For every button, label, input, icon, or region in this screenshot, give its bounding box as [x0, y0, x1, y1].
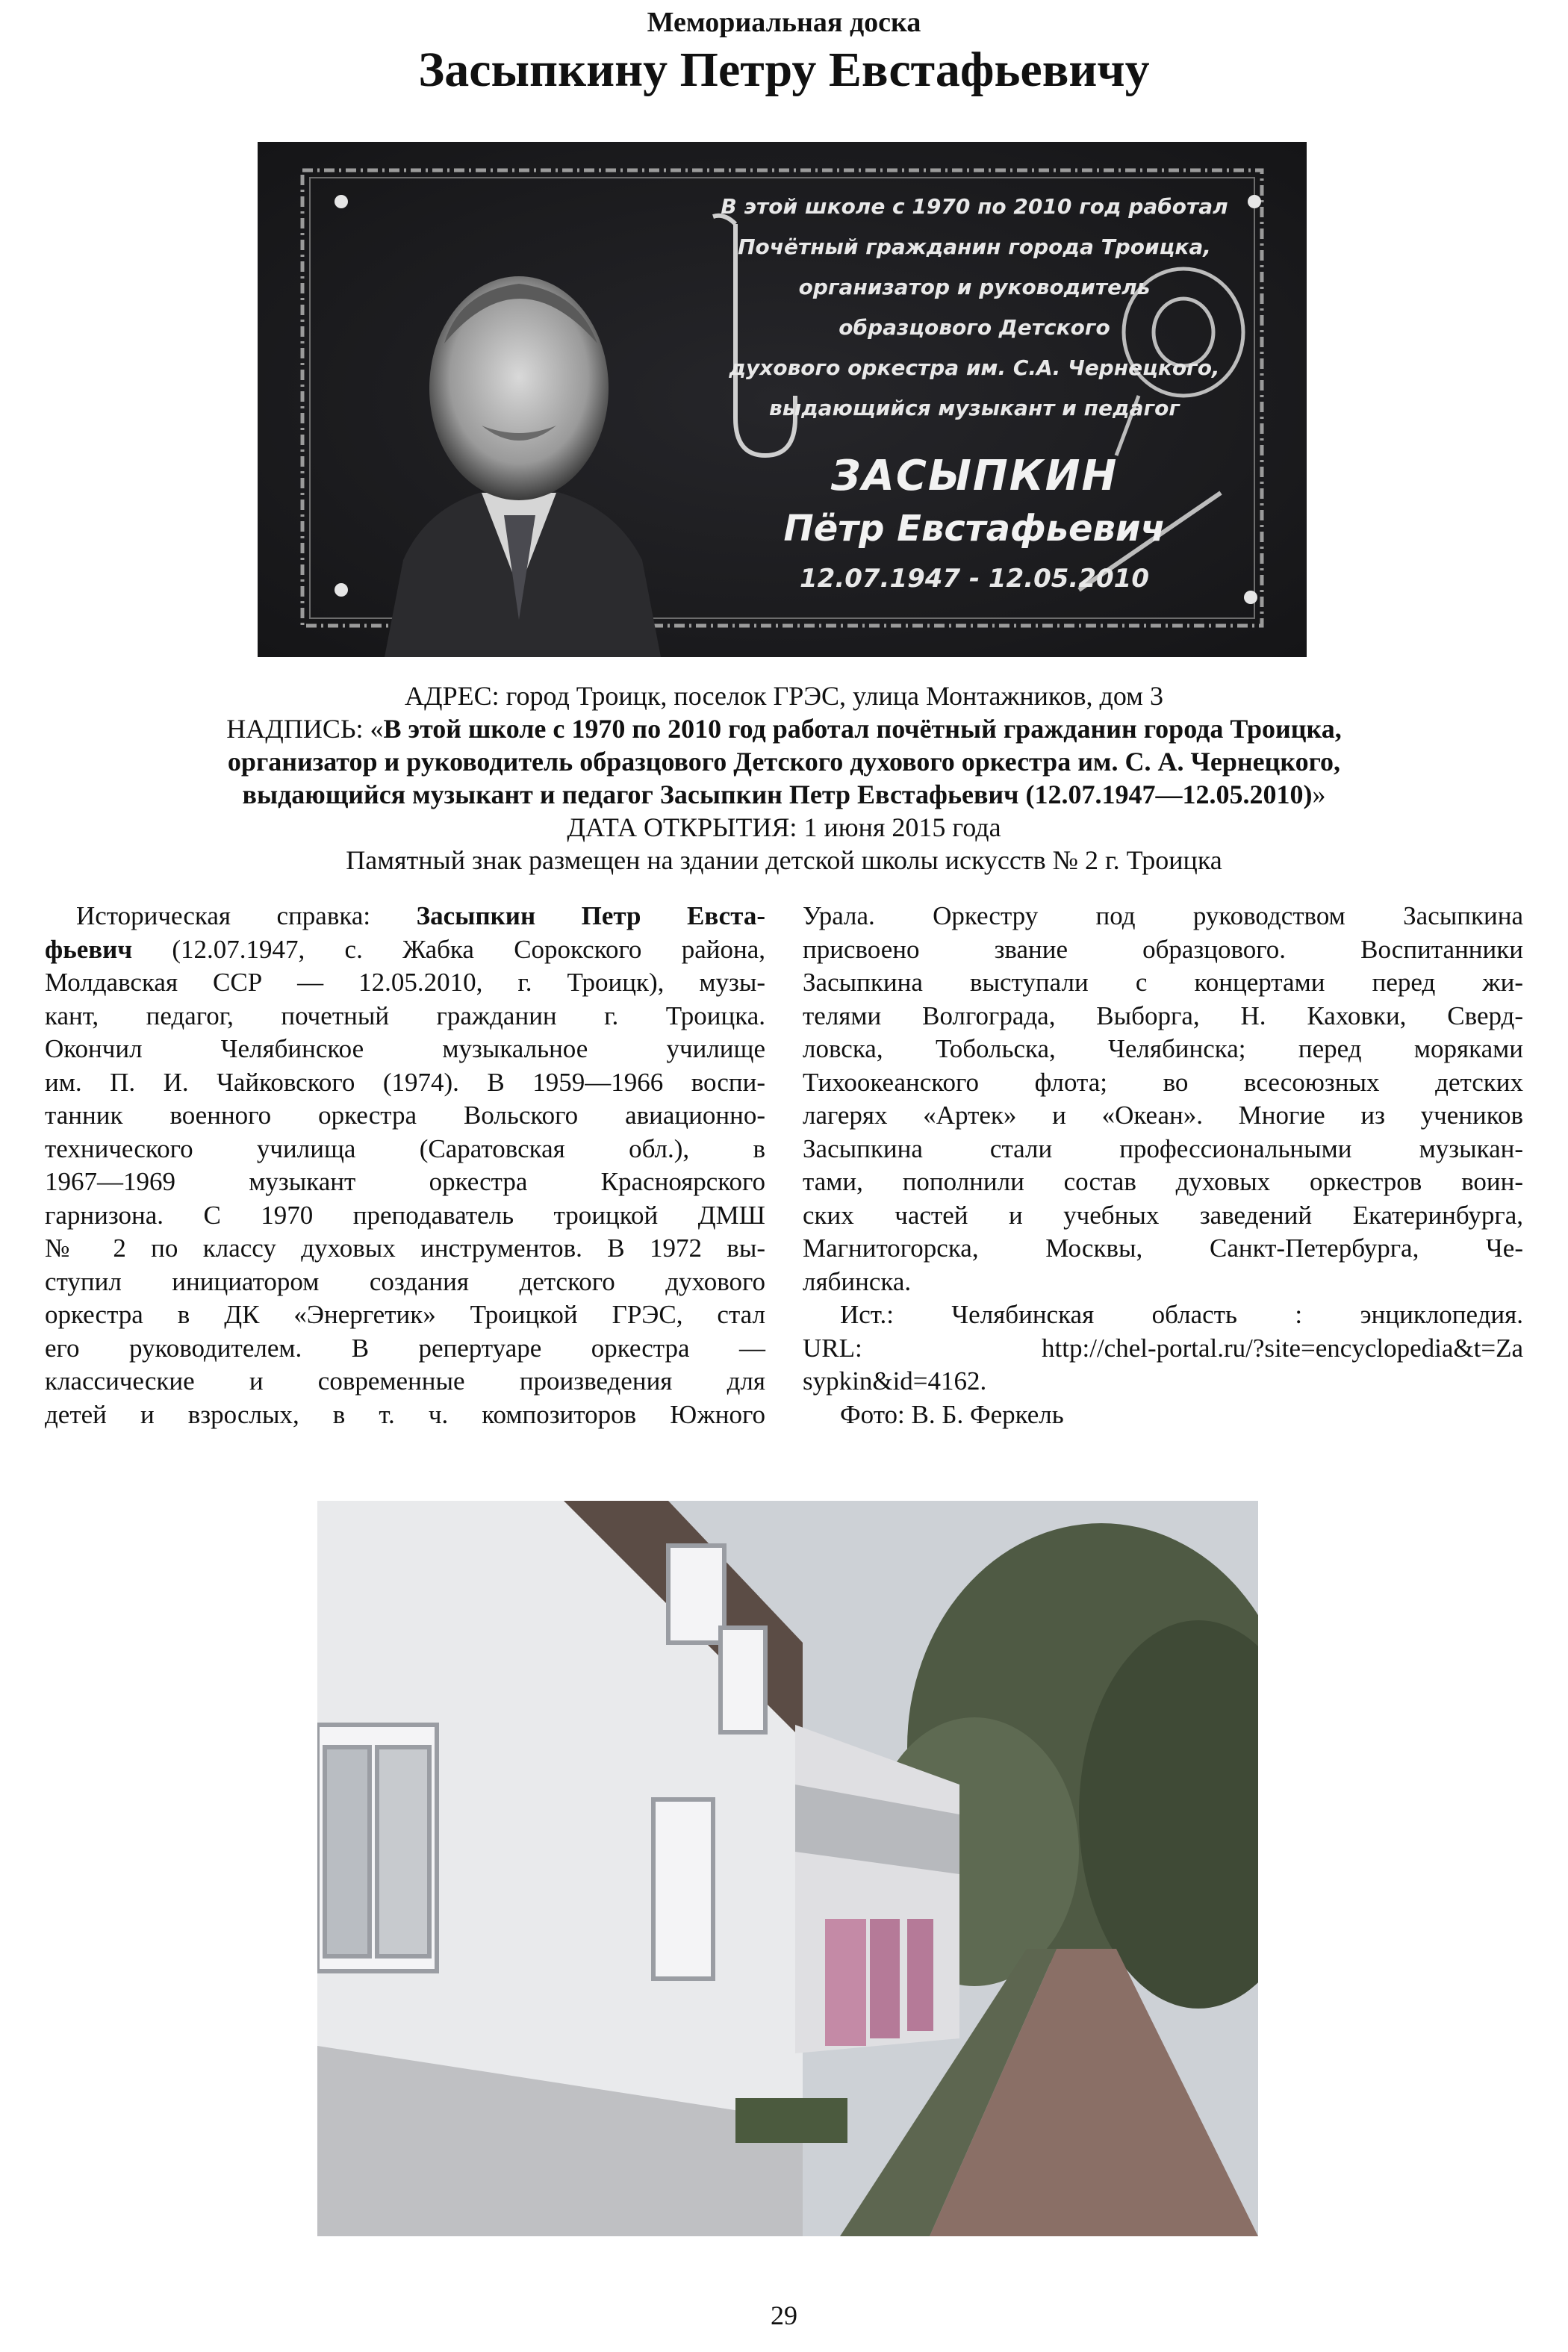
article-line: Засыпкина стали профессиональными музыкан-	[803, 1133, 1523, 1163]
address-value: город Троицк, поселок ГРЭС, улица Монтажников, дом 3	[505, 681, 1163, 711]
article-line: ступил инициатором создания детского духового	[45, 1266, 765, 1296]
source-line-3: sypkin&id=4162.	[803, 1366, 987, 1396]
plaque-line-1: В этой школе с 1970 по 2010 год работал	[721, 194, 1228, 219]
inscription-line-2	[45, 745, 1523, 778]
article-left-column	[45, 900, 765, 1431]
plaque-line-6: выдающийся музыкант и педагог	[769, 396, 1180, 420]
plaque-dates: 12.07.1947 - 12.05.2010	[800, 564, 1149, 594]
header-pretitle: Мемориальная доска	[647, 7, 921, 38]
address-label: АДРЕС:	[405, 681, 500, 711]
article-line	[45, 900, 765, 933]
inscription-line-1	[45, 712, 1523, 745]
placement-line: Памятный знак размещен на здании детской школы искусств № 2 г. Троицка	[346, 845, 1222, 875]
article-line: ских частей и учебных заведений Екатеринбурга,	[803, 1200, 1523, 1230]
article-line: гарнизона. С 1970 преподаватель троицкой ДМШ	[45, 1200, 765, 1230]
inscription-text-2: организатор и руководитель образцового Детского духового оркестра им. С. А. Чернецкого,	[227, 747, 1341, 777]
article-line: присвоено звание образцового. Воспитанники	[803, 934, 1523, 964]
inscription-close: »	[1312, 780, 1326, 809]
article-intro-label: Историческая справка:	[76, 901, 417, 930]
inscription-text-3: выдающийся музыкант и педагог Засыпкин Петр Евстафьевич (12.07.1947—12.05.2010)	[242, 780, 1313, 809]
article-line: телями Волгограда, Выборга, Н. Каховки, Сверд-	[803, 1001, 1523, 1030]
plaque-line-2: Почётный гражданин города Троицка,	[738, 234, 1211, 259]
article-line: оркестра в ДК «Энергетик» Троицкой ГРЭС, стал	[45, 1300, 765, 1329]
opening-date: 1 июня 2015 года	[803, 812, 1001, 842]
article-line: Засыпкина выступали с концертами перед жи-	[803, 968, 1523, 997]
article-line: детей и взрослых, в т. ч. композиторов Южного	[45, 1399, 765, 1429]
article-line: тами, пополнили состав духовых оркестров воин-	[803, 1167, 1523, 1196]
inscription-label: НАДПИСЬ: «	[226, 714, 384, 744]
article-line: Тихоокеанского флота; во всесоюзных детских	[803, 1067, 1523, 1097]
article-line: его руководителем. В репертуаре оркестра —	[45, 1333, 765, 1363]
memorial-plaque-image	[258, 142, 1307, 657]
article-line: технического училища (Саратовская обл.), в	[45, 1133, 765, 1163]
plaque-surname: ЗАСЫПКИН	[830, 452, 1119, 500]
page-number: 29	[771, 2300, 797, 2330]
inscription-line-3	[45, 778, 1523, 811]
article-line: Урала. Оркестру под руководством Засыпкина	[803, 901, 1523, 930]
article-name-bold: Засыпкин Петр Евста-	[416, 901, 765, 930]
article-line	[45, 933, 765, 967]
address-line	[45, 679, 1523, 712]
article-name-bold-cont: фьевич	[45, 934, 133, 964]
article-line: Молдавская ССР — 12.05.2010, г. Троицк), музы-	[45, 968, 765, 997]
article-line: ловска, Тобольска, Челябинска; перед моряками	[803, 1034, 1523, 1063]
opening-label: ДАТА ОТКРЫТИЯ:	[567, 812, 797, 842]
article-line: им. П. И. Чайковского (1974). В 1959—1966 воспи-	[45, 1067, 765, 1097]
article-text: (12.07.1947, с. Жабка Сорокского района,	[132, 934, 765, 964]
article-right-column	[803, 900, 1523, 1431]
photo-credit: Фото: В. Б. Феркель	[840, 1399, 1064, 1429]
source-line-2: URL: http://chel-portal.ru/?site=encyclopedia&t=Za	[803, 1333, 1523, 1363]
article-line: кант, педагог, почетный гражданин г. Троицка.	[45, 1001, 765, 1030]
article-line: № 2 по классу духовых инструментов. В 1972 вы-	[45, 1233, 765, 1263]
inscription-text-1: В этой школе с 1970 по 2010 год работал почётный гражданин города Троицка,	[383, 714, 1342, 744]
plaque-name: Пётр Евстафьевич	[783, 508, 1166, 550]
article-line: лагерях «Артек» и «Океан». Многие из учеников	[803, 1101, 1523, 1130]
plaque-line-3: организатор и руководитель	[798, 275, 1151, 299]
article-line: Окончил Челябинское музыкальное училище	[45, 1034, 765, 1063]
plaque-line-5: духового оркестра им. С.А. Чернецкого,	[729, 355, 1220, 380]
article-line: танник военного оркестра Вольского авиационно-	[45, 1101, 765, 1130]
school-building-photo	[317, 1501, 1258, 2236]
article-line: Магнитогорска, Москвы, Санкт-Петербурга, Че-	[803, 1233, 1523, 1263]
page-title: Засыпкину Петру Евстафьевичу	[418, 43, 1150, 97]
article-line: классические и современные произведения для	[45, 1366, 765, 1396]
source-line-1: Ист.: Челябинская область : энциклопедия.	[840, 1300, 1523, 1329]
plaque-line-4: образцового Детского	[839, 315, 1110, 340]
opening-date-line	[45, 811, 1523, 844]
article-line: лябинска.	[803, 1266, 912, 1296]
article-line: 1967—1969 музыкант оркестра Красноярского	[45, 1167, 765, 1196]
